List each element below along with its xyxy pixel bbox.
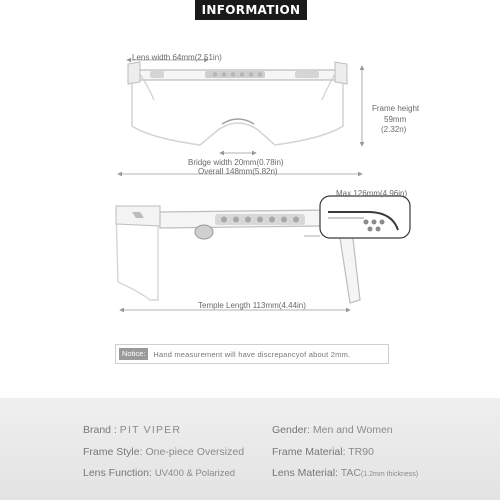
spec-frame-style <box>83 446 244 458</box>
banner-title: INFORMATION <box>201 3 301 17</box>
lens-width-label: Lens width 64mm(2.51in) <box>132 53 222 62</box>
notice-box <box>115 344 389 364</box>
gender-label: Gender: <box>272 424 310 436</box>
lens-function-value: UV400 & Polarized <box>154 468 236 479</box>
spec-lens-material <box>272 467 418 479</box>
temple-length-label: Temple Length 113mm(4.44in) <box>198 301 306 310</box>
hinge-zoom-callout <box>304 196 410 238</box>
lens-material-note: (1.2mm thickness) <box>360 471 419 478</box>
brand-label: Brand : <box>83 424 117 436</box>
max-curve-label: Max 126mm(4.96in) <box>336 189 408 198</box>
frame-height-label: Frame height <box>372 104 420 113</box>
spec-panel <box>0 398 500 500</box>
lens-material-label: Lens Material: <box>272 467 338 479</box>
spec-brand <box>83 424 181 436</box>
overall-label: Overall 148mm(5.82n) <box>198 167 278 176</box>
spec-gender <box>272 424 393 436</box>
lens-function-label: Lens Function: <box>83 467 152 479</box>
frame-height-in: (2.32n) <box>381 125 407 134</box>
notice-text: Hand measurement will have discrepancyof about 2mm. <box>153 349 351 359</box>
frame-style-value: One-piece Oversized <box>145 446 245 458</box>
lens-material-value: TAC <box>340 467 361 479</box>
spec-frame-material <box>272 446 374 458</box>
spec-lens-function <box>83 467 235 479</box>
frame-material-value: TR90 <box>348 446 374 458</box>
frame-height-mm: 59mm <box>384 115 407 124</box>
bridge-width-label: Bridge width 20mm(0.78in) <box>188 158 284 167</box>
notice-tag: Notice: <box>119 348 148 360</box>
gender-value: Men and Women <box>312 424 393 436</box>
brand-value: PIT VIPER <box>119 424 182 436</box>
frame-style-label: Frame Style: <box>83 446 143 458</box>
frame-material-label: Frame Material: <box>272 446 346 458</box>
